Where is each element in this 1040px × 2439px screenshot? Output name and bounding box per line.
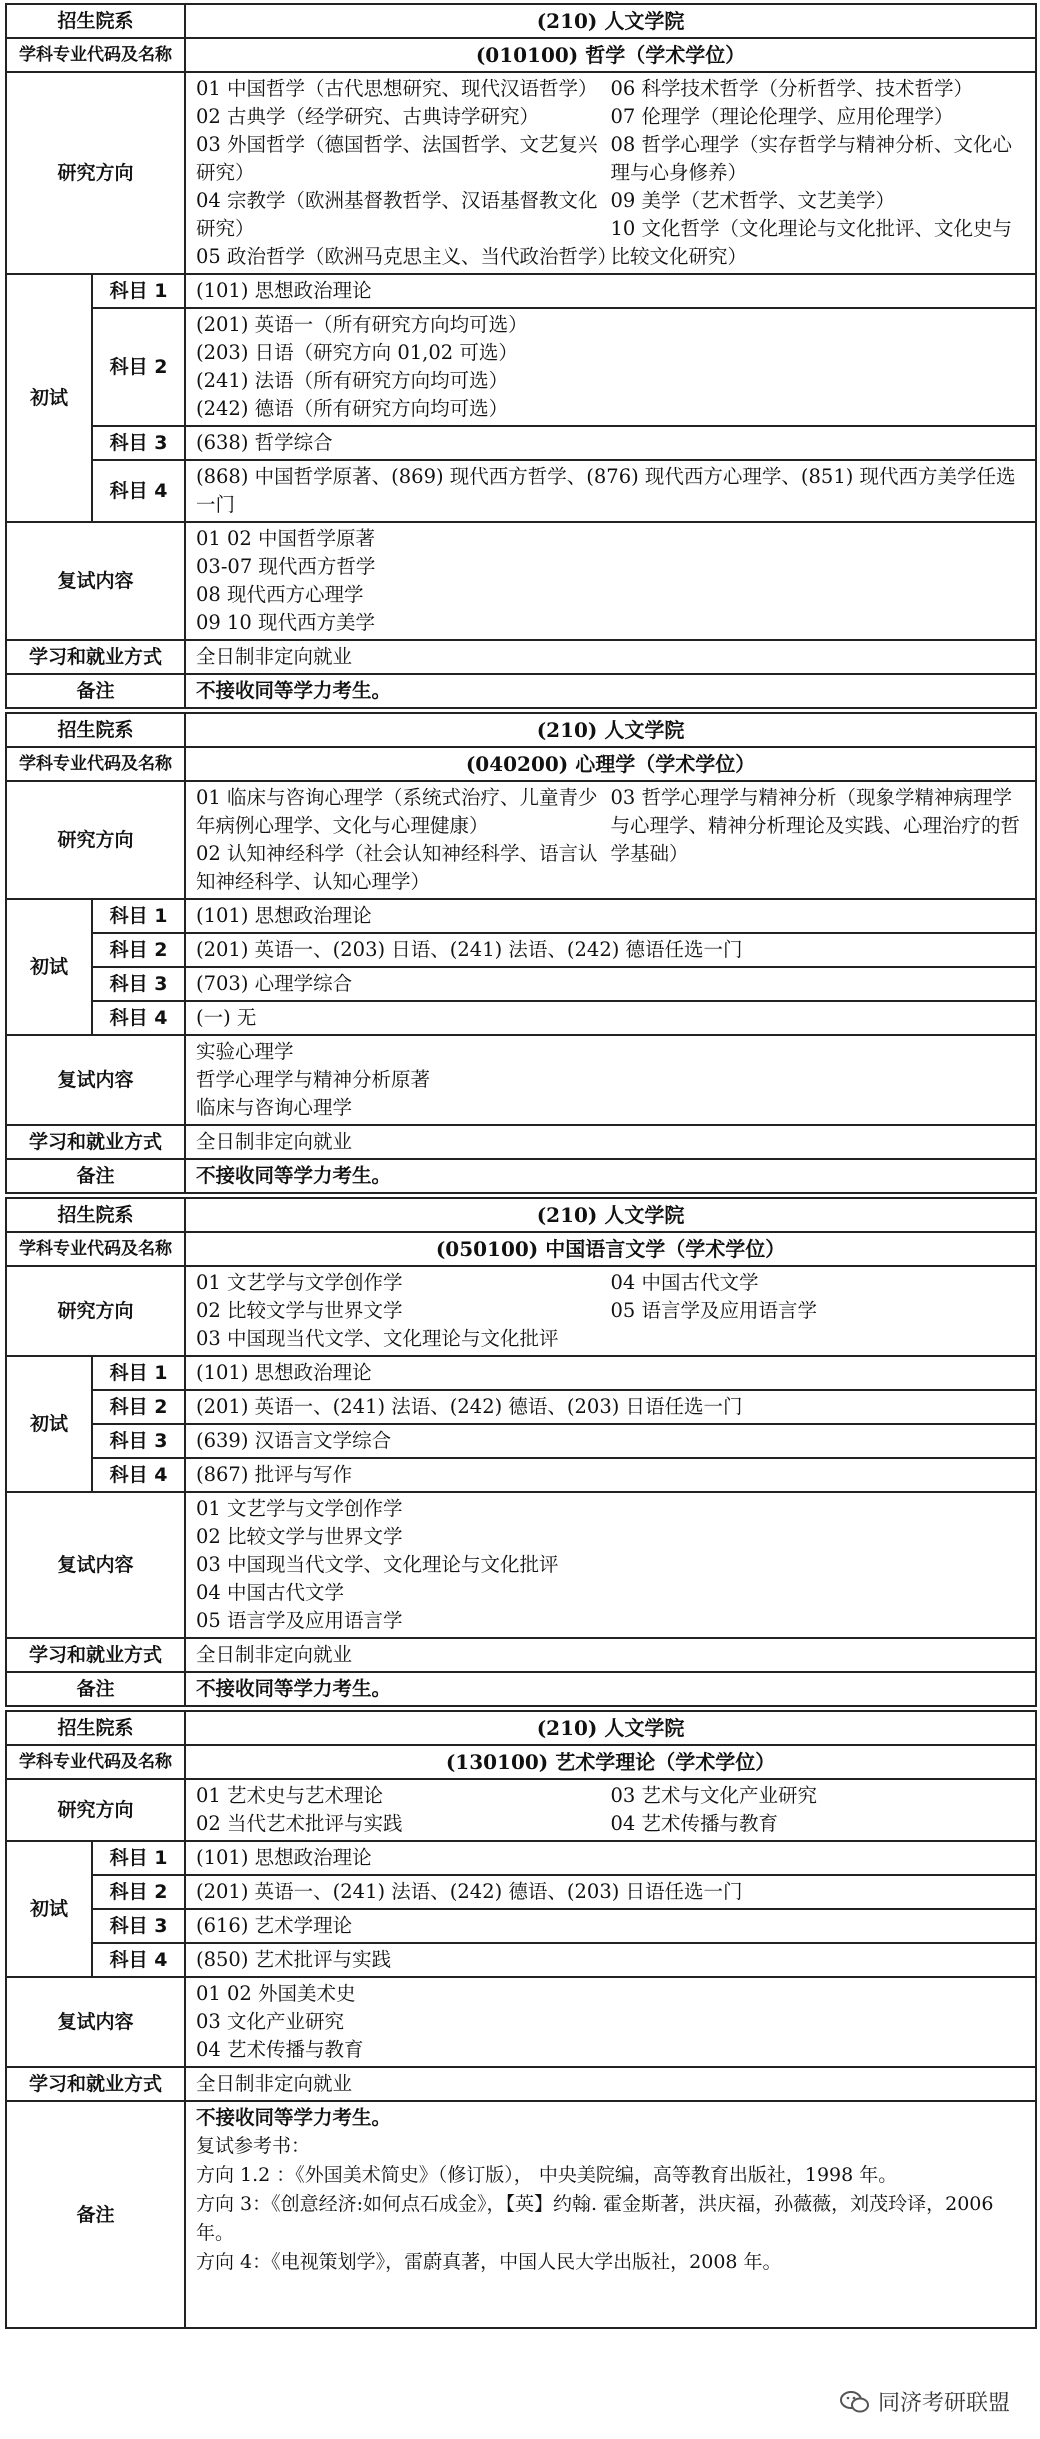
major-value: (010100) 哲学（学术学位） bbox=[185, 38, 1036, 72]
admissions-document bbox=[5, 3, 1035, 2329]
subject-value bbox=[185, 967, 1036, 1001]
research-directions bbox=[185, 781, 1036, 899]
reference-line: 方向 4：《电视策划学》，雷蔚真著，中国人民大学出版社，2008 年。 bbox=[196, 2251, 782, 2273]
research-right-column bbox=[611, 1269, 1026, 1353]
research-item: 03 外国哲学（德国哲学、法国哲学、文艺复兴研究） bbox=[196, 133, 598, 184]
subject-label: 科目 1 bbox=[92, 274, 185, 308]
research-item: 03 哲学心理学与精神分析（现象学精神病理学与心理学、精神分析理论及实践、心理治疗的哲学基础） bbox=[610, 786, 1021, 865]
study-value: 全日制非定向就业 bbox=[185, 2067, 1036, 2101]
retest-line: 03 文化产业研究 bbox=[196, 2010, 345, 2033]
subject-label: 科目 3 bbox=[92, 1424, 185, 1458]
study-label: 学习和就业方式 bbox=[6, 1125, 185, 1159]
research-right-column bbox=[611, 784, 1026, 896]
dept-value: (210) 人文学院 bbox=[185, 713, 1036, 747]
subject-label: 科目 4 bbox=[92, 1458, 185, 1492]
watermark-text: 同济考研联盟 bbox=[877, 2391, 1010, 2416]
research-label: 研究方向 bbox=[6, 72, 185, 274]
retest-label: 复试内容 bbox=[6, 1492, 185, 1638]
subject-line: (850) 艺术批评与实践 bbox=[196, 1948, 392, 1971]
study-value: 全日制非定向就业 bbox=[185, 640, 1036, 674]
dept-value: (210) 人文学院 bbox=[185, 1198, 1036, 1232]
subject-value bbox=[185, 426, 1036, 460]
program-table bbox=[5, 712, 1037, 1194]
research-left-column bbox=[196, 1269, 611, 1353]
major-label: 学科专业代码及名称 bbox=[6, 747, 185, 781]
major-value: (130100) 艺术学理论（学术学位） bbox=[185, 1745, 1036, 1779]
subject-label: 科目 3 bbox=[92, 1909, 185, 1943]
subject-value bbox=[185, 1356, 1036, 1390]
research-item: 06 科学技术哲学（分析哲学、技术哲学） bbox=[610, 77, 974, 100]
note-text: 不接收同等学力考生。 bbox=[196, 1677, 392, 1700]
dept-label: 招生院系 bbox=[6, 4, 185, 38]
subject-label: 科目 4 bbox=[92, 1001, 185, 1035]
subject-line: (201) 英语一、(203) 日语、(241) 法语、(242) 德语任选一门 bbox=[196, 938, 743, 961]
subject-value bbox=[185, 1458, 1036, 1492]
subject-value bbox=[185, 933, 1036, 967]
research-item: 01 中国哲学（古代思想研究、现代汉语哲学） bbox=[196, 77, 598, 100]
retest-line: 09 10 现代西方美学 bbox=[196, 611, 376, 634]
research-item: 04 宗教学（欧洲基督教哲学、汉语基督教文化研究） bbox=[196, 189, 598, 240]
retest-line: 03-07 现代西方哲学 bbox=[196, 555, 376, 578]
subject-line: (201) 英语一（所有研究方向均可选） bbox=[196, 313, 528, 336]
retest-line: 08 现代西方心理学 bbox=[196, 583, 364, 606]
subject-label: 科目 2 bbox=[92, 1875, 185, 1909]
research-item: 02 认知神经科学（社会认知神经科学、语言认知神经科学、认知心理学） bbox=[196, 842, 598, 893]
subject-value bbox=[185, 460, 1036, 522]
major-label: 学科专业代码及名称 bbox=[6, 38, 185, 72]
retest-line: 01 02 中国哲学原著 bbox=[196, 527, 376, 550]
subject-label: 科目 1 bbox=[92, 1841, 185, 1875]
research-item: 07 伦理学（理论伦理学、应用伦理学） bbox=[610, 105, 954, 128]
note-value bbox=[185, 1159, 1036, 1193]
note-label: 备注 bbox=[6, 1672, 185, 1706]
subject-value bbox=[185, 1424, 1036, 1458]
subject-line: (201) 英语一、(241) 法语、(242) 德语、(203) 日语任选一门 bbox=[196, 1880, 743, 1903]
note-text: 不接收同等学力考生。 bbox=[196, 2106, 392, 2129]
note-label: 备注 bbox=[6, 674, 185, 708]
research-item: 01 临床与咨询心理学（系统式治疗、儿童青少年病例心理学、文化与心理健康） bbox=[196, 786, 598, 837]
subject-value bbox=[185, 1875, 1036, 1909]
subject-line: (868) 中国哲学原著、(869) 现代西方哲学、(876) 现代西方心理学、(851) 现代西方美学任选一门 bbox=[196, 465, 1016, 516]
research-item: 01 艺术史与艺术理论 bbox=[196, 1784, 384, 1807]
subject-line: (703) 心理学综合 bbox=[196, 972, 353, 995]
retest-content bbox=[185, 1492, 1036, 1638]
subject-label: 科目 4 bbox=[92, 460, 185, 522]
prelim-label: 初试 bbox=[6, 1841, 92, 1977]
research-item: 10 文化哲学（文化理论与文化批评、文化史与比较文化研究） bbox=[610, 217, 1013, 268]
dept-value: (210) 人文学院 bbox=[185, 4, 1036, 38]
note-value bbox=[185, 2101, 1036, 2328]
program-table bbox=[5, 1710, 1037, 2329]
subject-label: 科目 3 bbox=[92, 426, 185, 460]
subject-label: 科目 4 bbox=[92, 1943, 185, 1977]
subject-value bbox=[185, 1390, 1036, 1424]
retest-line: 04 中国古代文学 bbox=[196, 1581, 345, 1604]
note-value bbox=[185, 674, 1036, 708]
research-right-column bbox=[611, 75, 1026, 271]
retest-line: 04 艺术传播与教育 bbox=[196, 2038, 364, 2061]
retest-label: 复试内容 bbox=[6, 522, 185, 640]
research-item: 02 当代艺术批评与实践 bbox=[196, 1812, 403, 1835]
subject-value bbox=[185, 308, 1036, 426]
subject-line: (639) 汉语言文学综合 bbox=[196, 1429, 392, 1452]
retest-line: 01 02 外国美术史 bbox=[196, 1982, 356, 2005]
retest-line: 01 文艺学与文学创作学 bbox=[196, 1497, 403, 1520]
research-item: 03 中国现当代文学、文化理论与文化批评 bbox=[196, 1327, 559, 1350]
subject-line: (101) 思想政治理论 bbox=[196, 1361, 372, 1384]
program-table bbox=[5, 1197, 1037, 1707]
program-table bbox=[5, 3, 1037, 709]
subject-label: 科目 3 bbox=[92, 967, 185, 1001]
subject-line: (203) 日语（研究方向 01,02 可选） bbox=[196, 341, 518, 364]
note-value bbox=[185, 1672, 1036, 1706]
major-value: (050100) 中国语言文学（学术学位） bbox=[185, 1232, 1036, 1266]
watermark bbox=[840, 2386, 1010, 2417]
wechat-icon bbox=[840, 2390, 870, 2414]
reference-line: 方向 3：《创意经济:如何点石成金》，【英】约翰. 霍金斯著，洪庆福，孙薇薇，刘茂玲译，2006 年。 bbox=[196, 2193, 994, 2244]
subject-value bbox=[185, 1841, 1036, 1875]
research-item: 05 语言学及应用语言学 bbox=[610, 1299, 818, 1322]
reference-line: 复试参考书： bbox=[196, 2135, 311, 2157]
note-label: 备注 bbox=[6, 1159, 185, 1193]
research-directions bbox=[185, 1266, 1036, 1356]
subject-value bbox=[185, 1001, 1036, 1035]
retest-line: 05 语言学及应用语言学 bbox=[196, 1609, 403, 1632]
research-item: 05 政治哲学（欧洲马克思主义、当代政治哲学） bbox=[196, 245, 618, 268]
research-left-column bbox=[196, 784, 611, 896]
research-right-column bbox=[611, 1782, 1026, 1838]
subject-label: 科目 2 bbox=[92, 933, 185, 967]
note-text: 不接收同等学力考生。 bbox=[196, 1164, 392, 1187]
note-text: 不接收同等学力考生。 bbox=[196, 679, 392, 702]
subject-label: 科目 1 bbox=[92, 899, 185, 933]
research-item: 01 文艺学与文学创作学 bbox=[196, 1271, 403, 1294]
research-left-column bbox=[196, 75, 618, 271]
subject-value bbox=[185, 274, 1036, 308]
major-label: 学科专业代码及名称 bbox=[6, 1232, 185, 1266]
subject-line: (242) 德语（所有研究方向均可选） bbox=[196, 397, 509, 420]
subject-label: 科目 2 bbox=[92, 308, 185, 426]
study-label: 学习和就业方式 bbox=[6, 2067, 185, 2101]
subject-line: (867) 批评与写作 bbox=[196, 1463, 353, 1486]
subject-value bbox=[185, 1943, 1036, 1977]
subject-label: 科目 1 bbox=[92, 1356, 185, 1390]
retest-line: 临床与咨询心理学 bbox=[196, 1096, 353, 1119]
research-item: 04 艺术传播与教育 bbox=[610, 1812, 779, 1835]
prelim-label: 初试 bbox=[6, 274, 92, 522]
research-item: 09 美学（艺术哲学、文艺美学） bbox=[610, 189, 896, 212]
subject-value bbox=[185, 899, 1036, 933]
research-label: 研究方向 bbox=[6, 1266, 185, 1356]
research-left-column bbox=[196, 1782, 611, 1838]
subject-value bbox=[185, 1909, 1036, 1943]
prelim-label: 初试 bbox=[6, 899, 92, 1035]
retest-content bbox=[185, 1035, 1036, 1125]
research-directions bbox=[185, 72, 1036, 274]
retest-line: 实验心理学 bbox=[196, 1040, 294, 1063]
subject-line: (638) 哲学综合 bbox=[196, 431, 333, 454]
research-label: 研究方向 bbox=[6, 1779, 185, 1841]
subject-line: (616) 艺术学理论 bbox=[196, 1914, 353, 1937]
retest-label: 复试内容 bbox=[6, 1035, 185, 1125]
subject-label: 科目 2 bbox=[92, 1390, 185, 1424]
dept-label: 招生院系 bbox=[6, 713, 185, 747]
research-directions bbox=[185, 1779, 1036, 1841]
research-item: 04 中国古代文学 bbox=[610, 1271, 759, 1294]
retest-line: 哲学心理学与精神分析原著 bbox=[196, 1068, 431, 1091]
subject-line: (一) 无 bbox=[196, 1006, 257, 1029]
research-item: 02 古典学（经学研究、古典诗学研究） bbox=[196, 105, 540, 128]
study-label: 学习和就业方式 bbox=[6, 640, 185, 674]
subject-line: (101) 思想政治理论 bbox=[196, 1846, 372, 1869]
study-label: 学习和就业方式 bbox=[6, 1638, 185, 1672]
research-label: 研究方向 bbox=[6, 781, 185, 899]
retest-line: 02 比较文学与世界文学 bbox=[196, 1525, 403, 1548]
dept-label: 招生院系 bbox=[6, 1711, 185, 1745]
subject-line: (101) 思想政治理论 bbox=[196, 279, 372, 302]
study-value: 全日制非定向就业 bbox=[185, 1638, 1036, 1672]
retest-content bbox=[185, 1977, 1036, 2067]
dept-label: 招生院系 bbox=[6, 1198, 185, 1232]
dept-value: (210) 人文学院 bbox=[185, 1711, 1036, 1745]
research-item: 08 哲学心理学（实存哲学与精神分析、文化心理与心身修养） bbox=[610, 133, 1013, 184]
subject-line: (101) 思想政治理论 bbox=[196, 904, 372, 927]
research-item: 02 比较文学与世界文学 bbox=[196, 1299, 403, 1322]
retest-content bbox=[185, 522, 1036, 640]
research-item: 03 艺术与文化产业研究 bbox=[610, 1784, 818, 1807]
retest-line: 03 中国现当代文学、文化理论与文化批评 bbox=[196, 1553, 559, 1576]
retest-label: 复试内容 bbox=[6, 1977, 185, 2067]
note-label: 备注 bbox=[6, 2101, 185, 2328]
major-label: 学科专业代码及名称 bbox=[6, 1745, 185, 1779]
subject-line: (201) 英语一、(241) 法语、(242) 德语、(203) 日语任选一门 bbox=[196, 1395, 743, 1418]
prelim-label: 初试 bbox=[6, 1356, 92, 1492]
reference-line: 方向 1.2 ：《外国美术简史》（修订版）， 中央美院编，高等教育出版社，1998 年。 bbox=[196, 2164, 898, 2186]
subject-line: (241) 法语（所有研究方向均可选） bbox=[196, 369, 509, 392]
study-value: 全日制非定向就业 bbox=[185, 1125, 1036, 1159]
major-value: (040200) 心理学（学术学位） bbox=[185, 747, 1036, 781]
